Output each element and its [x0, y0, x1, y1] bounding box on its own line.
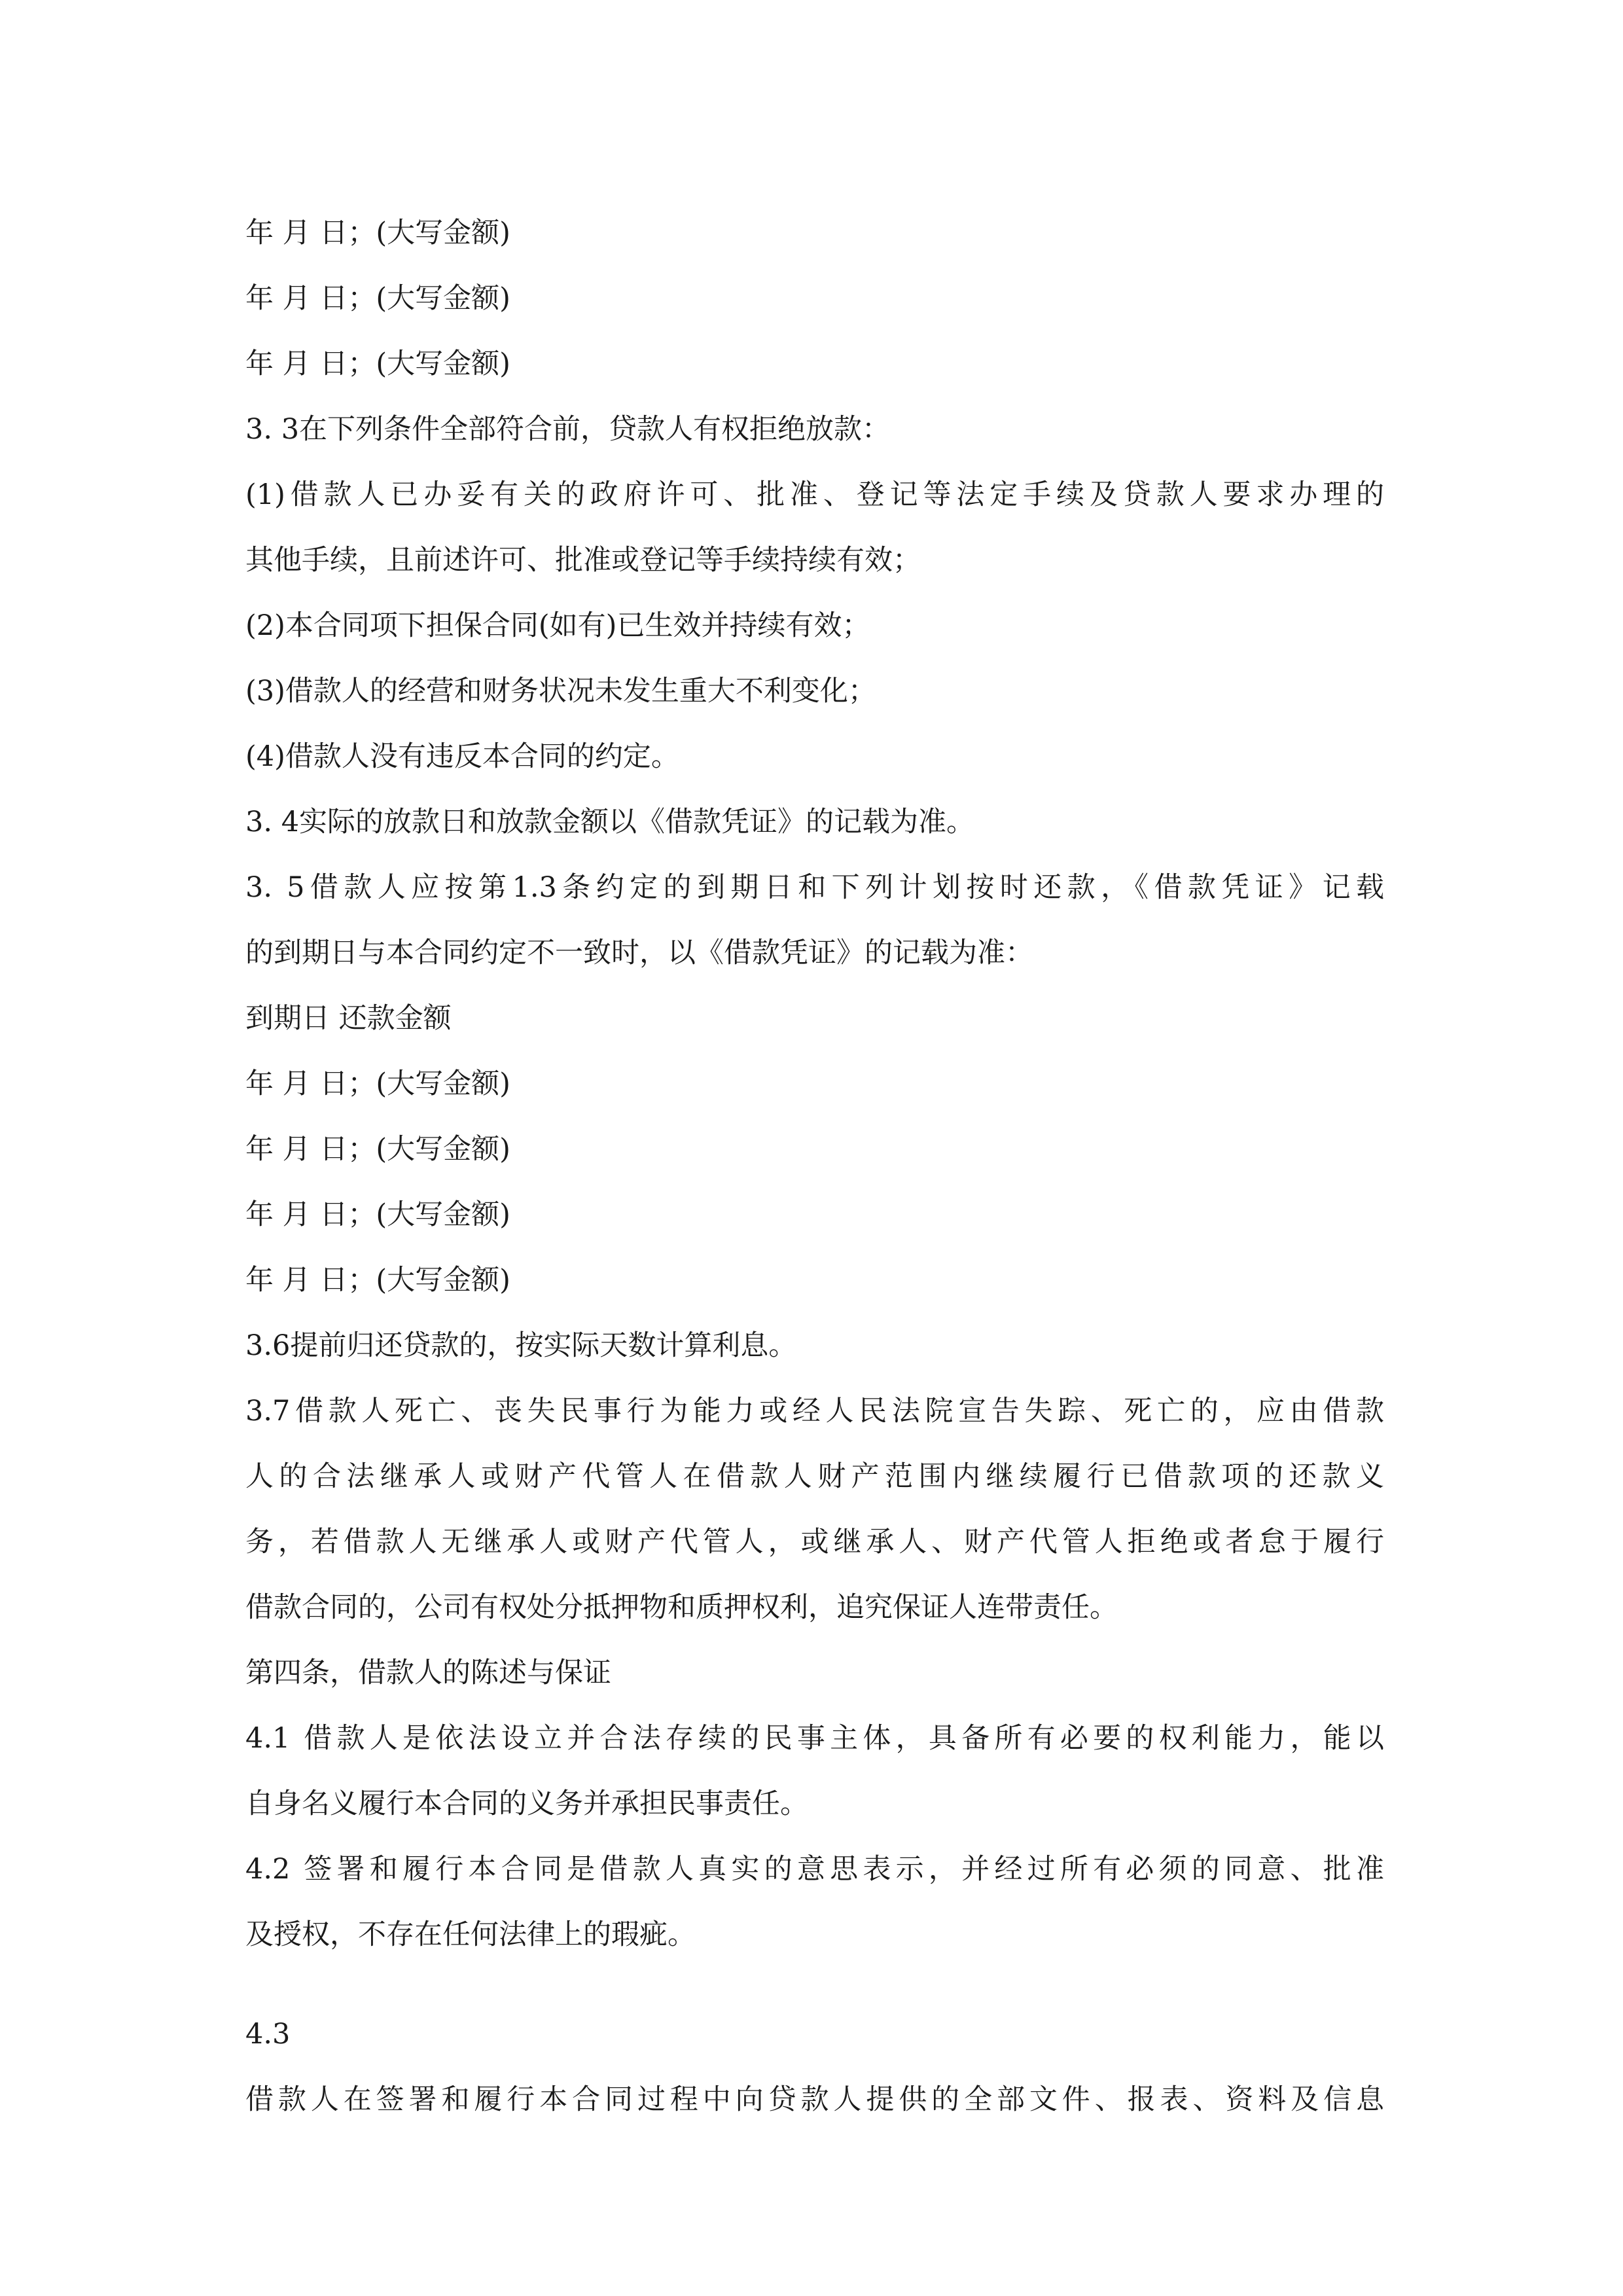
repayment-date-line-1: 年 月 日；(大写金额): [245, 217, 510, 249]
schedule-row-2: 年 月 日；(大写金额): [245, 1133, 510, 1166]
clause-3-3: 3. 3在下列条件全部符合前，贷款人有权拒绝放款：: [245, 413, 891, 446]
schedule-row-3: 年 月 日；(大写金额): [245, 1198, 510, 1231]
condition-4: (4)借款人没有违反本合同的约定。: [245, 740, 679, 773]
repayment-date-line-2: 年 月 日；(大写金额): [245, 282, 510, 315]
clause-3-7-line-1: 3.7借款人死亡、丧失民事行为能力或经人民法院宣告失踪、死亡的，应由借款: [245, 1395, 1384, 1427]
condition-1-line-1: (1)借款人已办妥有关的政府许可、批准、登记等法定手续及贷款人要求办理的: [245, 478, 1384, 511]
clause-4-2-line-1: 4.2 签署和履行本合同是借款人真实的意思表示，并经过所有必须的同意、批准: [245, 1853, 1384, 1886]
clause-3-7-line-4: 借款合同的，公司有权处分抵押物和质押权利，追究保证人连带责任。: [245, 1591, 1118, 1624]
article-4-heading: 第四条，借款人的陈述与保证: [245, 1657, 611, 1689]
clause-3-5-line-2: 的到期日与本合同约定不一致时，以《借款凭证》的记载为准：: [245, 937, 1033, 969]
clause-4-3-number: 4.3: [245, 2018, 291, 2051]
clause-3-6: 3.6提前归还贷款的，按实际天数计算利息。: [245, 1329, 797, 1362]
repayment-date-line-3: 年 月 日；(大写金额): [245, 348, 510, 380]
document-body: [245, 200, 1384, 2132]
schedule-row-1: 年 月 日；(大写金额): [245, 1067, 510, 1100]
clause-3-5-line-1: 3. 5借款人应按第1.3条约定的到期日和下列计划按时还款，《借款凭证》记载: [245, 871, 1384, 904]
condition-1-line-2: 其他手续，且前述许可、批准或登记等手续持续有效；: [245, 544, 921, 577]
clause-3-4: 3. 4实际的放款日和放款金额以《借款凭证》的记载为准。: [245, 806, 975, 838]
clause-4-2-line-2: 及授权，不存在任何法律上的瑕疵。: [245, 1918, 696, 1951]
schedule-row-4: 年 月 日；(大写金额): [245, 1264, 510, 1297]
clause-4-1-line-1: 4.1 借款人是依法设立并合法存续的民事主体，具备所有必要的权利能力，能以: [245, 1722, 1384, 1755]
clause-3-7-line-3: 务，若借款人无继承人或财产代管人，或继承人、财产代管人拒绝或者怠于履行: [245, 1526, 1384, 1558]
clause-4-1-line-2: 自身名义履行本合同的义务并承担民事责任。: [245, 1787, 808, 1820]
clause-4-3-line-1: 借款人在签署和履行本合同过程中向贷款人提供的全部文件、报表、资料及信息: [245, 2083, 1384, 2116]
condition-2: (2)本合同项下担保合同(如有)已生效并持续有效；: [245, 609, 870, 642]
repayment-schedule-header: 到期日 还款金额: [245, 1002, 452, 1035]
clause-3-7-line-2: 人的合法继承人或财产代管人在借款人财产范围内继续履行已借款项的还款义: [245, 1460, 1384, 1493]
condition-3: (3)借款人的经营和财务状况未发生重大不利变化；: [245, 675, 876, 708]
